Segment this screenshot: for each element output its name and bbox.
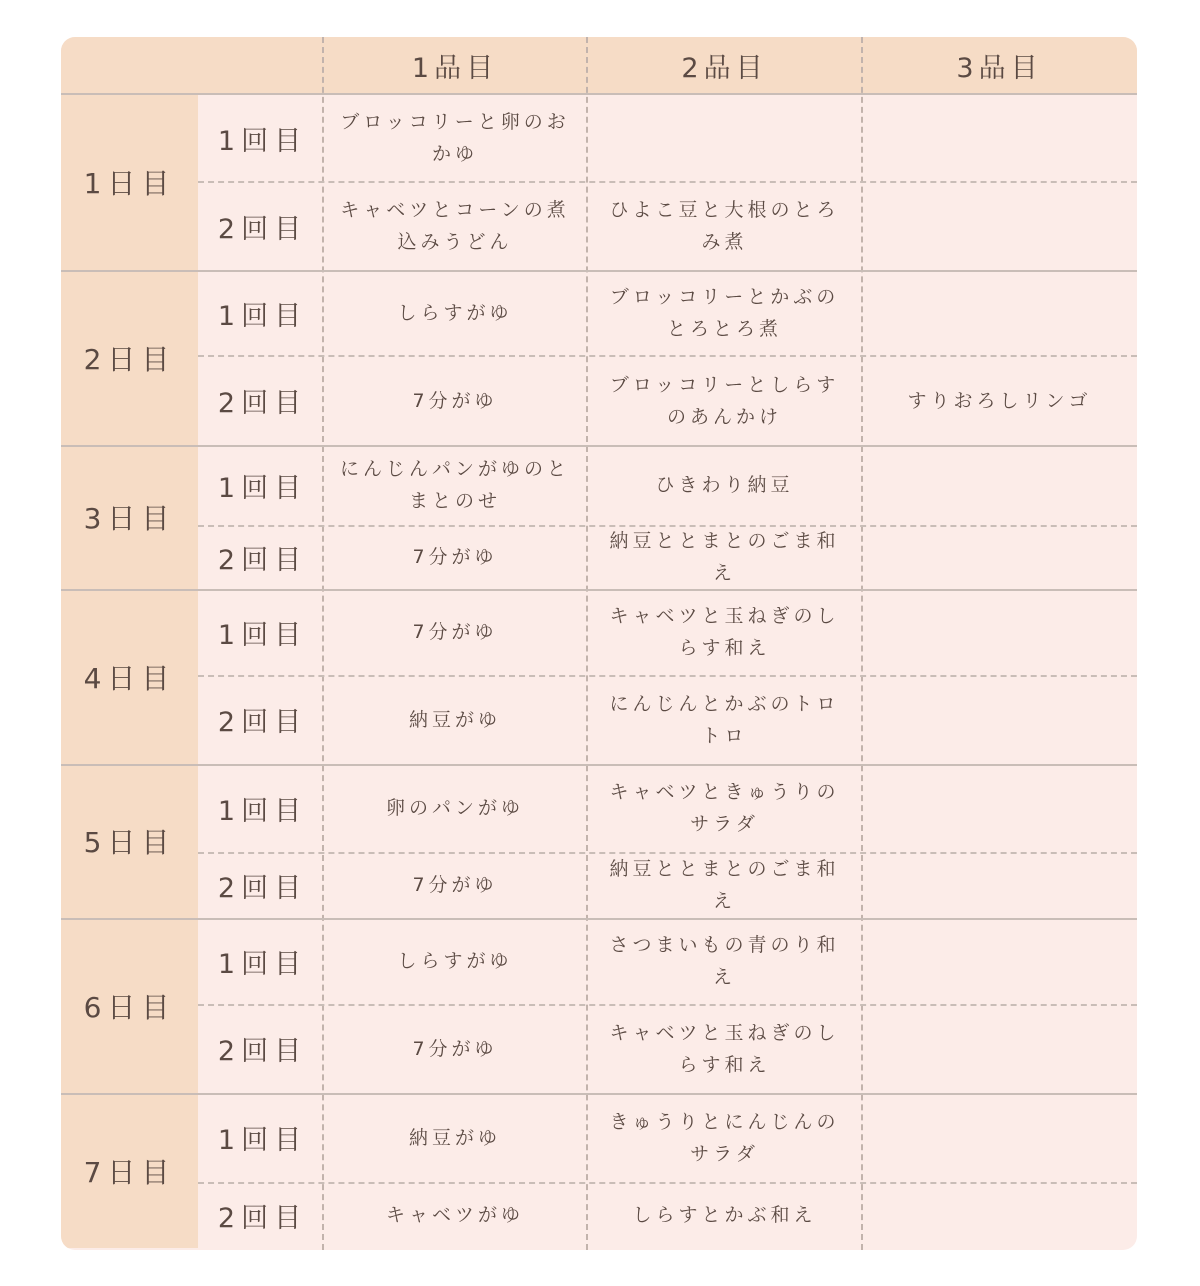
day-label: 7日目	[61, 1093, 198, 1248]
dish-cell	[587, 764, 862, 852]
dish-cell	[587, 182, 862, 270]
dish-cell	[862, 270, 1137, 356]
dish-cell	[587, 356, 862, 445]
dish-cell	[862, 918, 1137, 1004]
dish-text: 7分がゆ	[412, 874, 498, 896]
dish-text: 納豆ととまとのごま和え	[609, 530, 840, 584]
dish-cell	[587, 852, 862, 918]
header-dish-2: 2品目	[587, 37, 862, 94]
dish-cell	[862, 1182, 1137, 1248]
dish-text: しらすとかぶ和え	[632, 1204, 817, 1226]
dish-text: 7分がゆ	[412, 621, 498, 643]
weekly-meal-table	[61, 37, 1137, 1250]
dish-cell	[323, 852, 587, 918]
meal-label: 2回目	[217, 544, 308, 576]
meal-label: 1回目	[217, 619, 308, 651]
dish-cell	[862, 589, 1137, 675]
dish-cell	[323, 445, 587, 525]
dish-cell	[323, 589, 587, 675]
dish-cell	[323, 918, 587, 1004]
dish-cell	[587, 589, 862, 675]
dish-cell	[587, 270, 862, 356]
meal-label: 2回目	[217, 1202, 308, 1234]
dish-text: にんじんとかぶのトロトロ	[609, 692, 840, 747]
dish-text: キャベツがゆ	[385, 1204, 524, 1226]
dish-cell	[587, 1182, 862, 1248]
dish-text: すりおろしリンゴ	[907, 389, 1092, 412]
dish-text: キャベツとコーンの煮込みうどん	[340, 199, 570, 253]
dish-cell	[323, 94, 587, 182]
meal-label: 2回目	[217, 707, 308, 738]
dish-text: キャベツと玉ねぎのしらす和え	[609, 1021, 840, 1076]
dish-text: きゅうりとにんじんのサラダ	[609, 1110, 840, 1165]
dish-text: にんじんパンがゆのとまとのせ	[339, 458, 570, 512]
dish-text: 7分がゆ	[412, 389, 498, 412]
meal-label: 2回目	[217, 388, 308, 419]
dish-cell	[323, 1182, 587, 1248]
meal-label: 1回目	[217, 795, 308, 827]
dish-text: 7分がゆ	[412, 546, 498, 568]
dish-text: しらすがゆ	[397, 302, 513, 324]
dish-cell	[862, 1093, 1137, 1182]
dish-text: 納豆ととまとのごま和え	[609, 858, 840, 912]
meal-label: 2回目	[217, 213, 308, 245]
dish-cell	[862, 675, 1137, 764]
dish-cell	[862, 445, 1137, 525]
day-label: 2日目	[61, 270, 198, 445]
dish-cell	[862, 525, 1137, 589]
header-dish-1: 1品目	[323, 37, 587, 94]
dish-cell	[587, 1093, 862, 1182]
dish-text: ひきわり納豆	[655, 474, 794, 496]
dish-cell	[862, 1004, 1137, 1093]
dish-cell	[587, 94, 862, 182]
dish-cell	[587, 1004, 862, 1093]
dish-text: キャベツと玉ねぎのしらす和え	[609, 605, 840, 659]
dish-cell	[323, 270, 587, 356]
meal-label: 1回目	[217, 472, 308, 504]
dish-text: キャベツときゅうりのサラダ	[609, 781, 840, 835]
dish-cell	[587, 675, 862, 764]
dish-cell	[323, 764, 587, 852]
dish-cell	[862, 852, 1137, 918]
meal-label: 2回目	[217, 1036, 308, 1067]
dish-cell	[323, 1004, 587, 1093]
dish-text: ひよこ豆と大根のとろみ煮	[609, 199, 840, 253]
dish-text: 納豆がゆ	[408, 1126, 501, 1149]
meal-label: 2回目	[217, 872, 308, 904]
meal-label: 1回目	[217, 1125, 308, 1156]
day-label: 4日目	[61, 589, 198, 764]
dish-text: ブロッコリーとしらすのあんかけ	[609, 373, 840, 428]
meal-label: 1回目	[217, 300, 308, 332]
header-corner	[61, 37, 323, 94]
dish-cell	[587, 525, 862, 589]
dish-cell	[323, 1093, 587, 1182]
dish-cell	[587, 918, 862, 1004]
dish-cell	[862, 182, 1137, 270]
dish-cell	[862, 356, 1137, 445]
day-label: 6日目	[61, 918, 198, 1093]
dish-cell	[323, 675, 587, 764]
header-dish-3: 3品目	[862, 37, 1137, 94]
dish-text: しらすがゆ	[397, 950, 513, 972]
dish-text: 卵のパンがゆ	[385, 797, 524, 819]
dish-cell	[862, 764, 1137, 852]
dish-cell	[862, 94, 1137, 182]
dish-text: ブロッコリーと卵のおかゆ	[340, 111, 570, 165]
dish-text: さつまいもの青のり和え	[609, 934, 840, 988]
dish-cell	[323, 182, 587, 270]
meal-label: 1回目	[217, 125, 308, 157]
dish-cell	[323, 356, 587, 445]
dish-cell	[323, 525, 587, 589]
dish-text: 納豆がゆ	[408, 708, 501, 731]
dish-text: ブロッコリーとかぶのとろとろ煮	[609, 286, 840, 340]
day-label: 3日目	[61, 445, 198, 589]
meal-label: 1回目	[217, 948, 308, 980]
dish-cell	[587, 445, 862, 525]
day-label: 5日目	[61, 764, 198, 918]
dish-text: 7分がゆ	[412, 1037, 498, 1060]
day-label: 1日目	[61, 94, 198, 270]
